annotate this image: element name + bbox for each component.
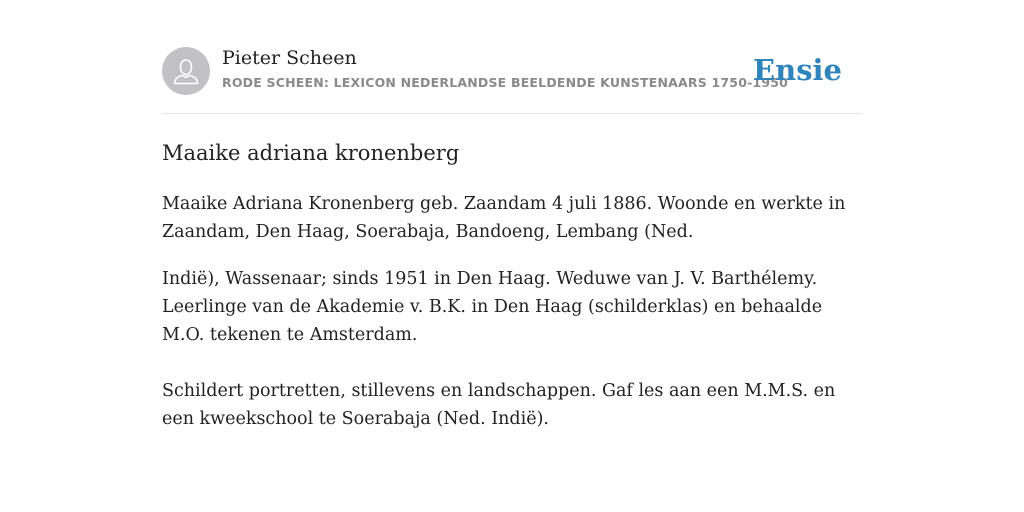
source-title[interactable]: RODE SCHEEN: LEXICON NEDERLANDSE BEELDENDE KUNSTENAARS 1750-1950 <box>222 75 789 90</box>
user-avatar-icon[interactable] <box>162 47 210 95</box>
author-name[interactable]: Pieter Scheen <box>222 47 357 69</box>
article-paragraph: Schildert portretten, stillevens en landschappen. Gaf les aan een M.M.S. en een kweekschool te Soerabaja (Ned. Indië). <box>162 381 836 429</box>
article-title: Maaike adriana kronenberg <box>162 141 460 165</box>
article-paragraph: Indië), Wassenaar; sinds 1951 in Den Haag. Weduwe van J. V. Barthélemy. Leerlinge van de Akademie v. B.K. in Den Haag (schilderklas) en behaalde M.O. tekenen te Amsterdam. <box>162 269 823 345</box>
entry-header <box>162 47 862 95</box>
header-divider <box>162 113 862 114</box>
ensie-logo[interactable]: Ensie <box>753 53 842 87</box>
article-paragraph: Maaike Adriana Kronenberg geb. Zaandam 4 juli 1886. Woonde en werkte in Zaandam, Den Haag, Soerabaja, Bandoeng, Lembang (Ned. <box>162 194 846 242</box>
